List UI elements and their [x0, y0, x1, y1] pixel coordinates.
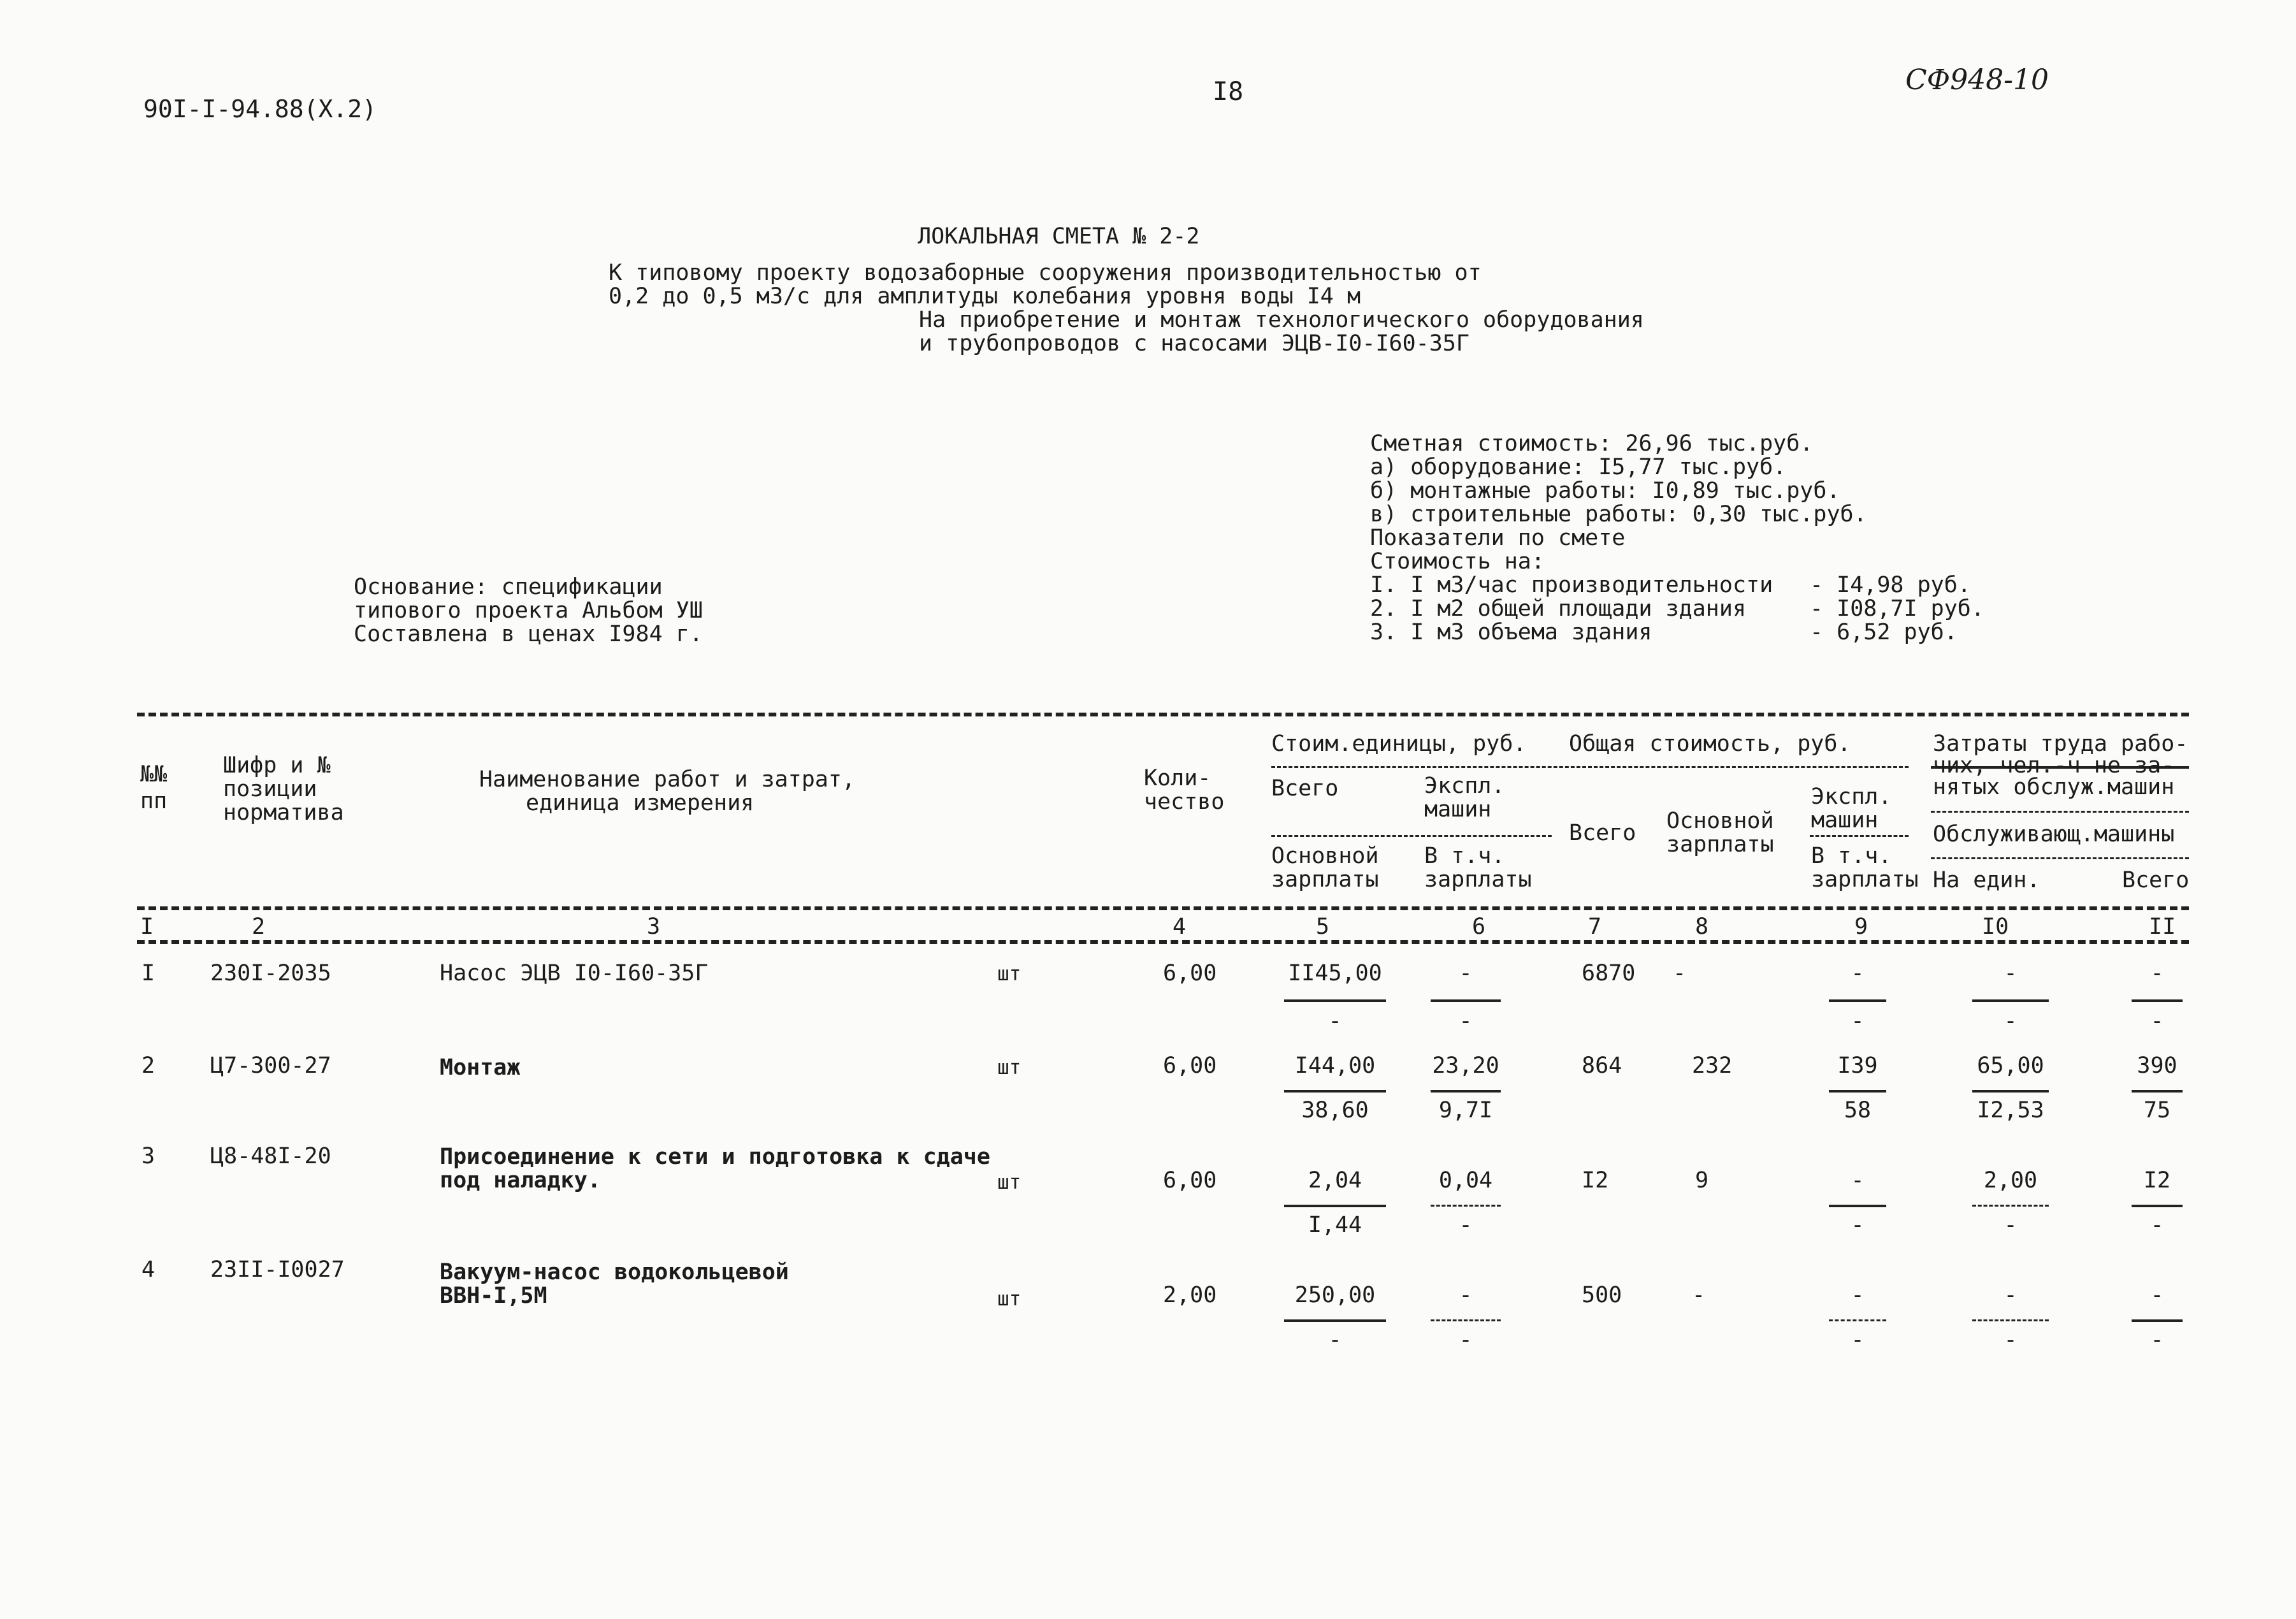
col-number-1: I — [140, 914, 154, 940]
indicator-1-value: - I4,98 руб. — [1810, 572, 1971, 598]
row1-c6-rule — [1431, 999, 1501, 1002]
total-all-head: Всего — [1569, 820, 1636, 846]
serving-split-rule — [1931, 857, 2189, 859]
row1-unit-expl: - — [1459, 961, 1473, 986]
col-number-11: II — [2149, 914, 2176, 940]
row1-labor-unit-serv: - — [2004, 1008, 2018, 1034]
row4-c9-rule — [1829, 1319, 1886, 1321]
row3-total-expl: - — [1851, 1168, 1865, 1193]
col-number-2: 2 — [252, 914, 266, 940]
expl-split-rule — [1810, 835, 1909, 837]
title-subject-line2: 0,2 до 0,5 м3/с для амплитуды колебания уровня воды I4 м — [609, 284, 1361, 309]
row4-name-line1: Вакуум-насос водокольцевой — [440, 1260, 789, 1285]
row2-c10-rule — [1972, 1090, 2049, 1093]
row2-unit-wage: 38,60 — [1301, 1098, 1369, 1123]
incl-wage-head1: В т.ч. — [1424, 843, 1505, 869]
col-qty-head1: Коли- — [1144, 766, 1211, 791]
row4-labor-unit-serv: - — [2004, 1327, 2018, 1353]
col-num-head: №№ — [140, 762, 168, 787]
basis-line2: типового проекта Альбом УШ — [354, 598, 703, 623]
row2-num: 2 — [141, 1053, 155, 1078]
installation-cost: б) монтажные работы: I0,89 тыс.руб. — [1370, 478, 1840, 504]
row3-code: Ц8-48I-20 — [210, 1143, 331, 1169]
row4-c10-rule — [1972, 1319, 2049, 1321]
row3-c6-rule — [1431, 1205, 1501, 1207]
row2-unit-expl-wage: 9,7I — [1438, 1098, 1493, 1123]
total-base-head2: зарплаты — [1666, 832, 1774, 857]
col-number-7: 7 — [1588, 914, 1602, 940]
row3-labor-unit: 2,00 — [1983, 1168, 2038, 1193]
cost-per-heading: Стоимость на: — [1370, 549, 1545, 574]
total-base-head1: Основной — [1666, 808, 1774, 834]
row3-qty: 6,00 — [1163, 1168, 1217, 1193]
row4-unit-total: 250,00 — [1294, 1282, 1376, 1308]
estimate-title: ЛОКАЛЬНАЯ СМЕТА № 2-2 — [918, 224, 1200, 249]
row3-unit-expl: 0,04 — [1438, 1168, 1493, 1193]
row2-c9-rule — [1829, 1090, 1886, 1093]
row1-total-expl: - — [1851, 961, 1865, 986]
row2-name: Монтаж — [440, 1055, 521, 1080]
row2-c5-rule — [1284, 1090, 1386, 1093]
row1-labor-total: - — [2150, 961, 2164, 986]
indicators-heading: Показатели по смете — [1370, 525, 1626, 551]
col-number-5: 5 — [1316, 914, 1330, 940]
row2-total: 864 — [1582, 1053, 1622, 1078]
row4-total-wage: - — [1692, 1282, 1706, 1308]
row2-unit: шт — [997, 1056, 1022, 1079]
row3-unit-wage: I,44 — [1308, 1212, 1362, 1238]
row4-labor-total-serv: - — [2150, 1327, 2164, 1353]
row4-total-expl: - — [1851, 1282, 1865, 1308]
row4-unit-wage: - — [1328, 1327, 1342, 1353]
row3-total: I2 — [1582, 1168, 1609, 1193]
row2-qty: 6,00 — [1163, 1053, 1217, 1078]
row2-c11-rule — [2132, 1090, 2183, 1093]
indicator-2-label: 2. I м2 общей площади здания — [1370, 596, 1747, 621]
row3-c5-rule — [1284, 1205, 1386, 1207]
row3-labor-total-serv: - — [2150, 1212, 2164, 1238]
unit-cost-head: Стоим.единицы, руб. — [1271, 731, 1527, 757]
row3-total-expl-wage: - — [1851, 1212, 1865, 1238]
row3-unit-expl-wage: - — [1459, 1212, 1473, 1238]
title-subject-line1: К типовому проекту водозаборные сооружения производительностью от — [609, 260, 1482, 286]
row3-labor-total: I2 — [2143, 1168, 2171, 1193]
total-expl-head1: Экспл. — [1811, 784, 1892, 810]
indicator-2-value: - I08,7I руб. — [1810, 596, 1984, 621]
row1-unit-expl-wage: - — [1459, 1008, 1473, 1034]
row4-total-expl-wage: - — [1851, 1327, 1865, 1353]
row2-labor-total-serv: 75 — [2143, 1098, 2171, 1123]
row4-unit: шт — [997, 1288, 1022, 1310]
row3-c9-rule — [1829, 1205, 1886, 1207]
row2-total-wage: 232 — [1692, 1053, 1733, 1078]
equipment-cost: а) оборудование: I5,77 тыс.руб. — [1370, 454, 1787, 480]
row4-num: 4 — [141, 1257, 155, 1282]
row1-num: I — [141, 961, 155, 986]
row2-labor-unit: 65,00 — [1977, 1053, 2044, 1078]
col-number-9: 9 — [1854, 914, 1868, 940]
row3-total-wage: 9 — [1695, 1168, 1709, 1193]
row4-c11-rule — [2132, 1319, 2183, 1322]
row4-qty: 2,00 — [1163, 1282, 1217, 1308]
row1-total-expl-wage: - — [1851, 1008, 1865, 1034]
row1-c10-rule — [1972, 999, 2049, 1002]
row1-labor-total-serv: - — [2150, 1008, 2164, 1034]
col-number-6: 6 — [1472, 914, 1486, 940]
row1-c5-rule — [1284, 999, 1386, 1002]
col-name-head1: Наименование работ и затрат, — [479, 767, 856, 792]
col-qty-head2: чество — [1144, 789, 1225, 815]
col-name-head2: единица измерения — [526, 790, 755, 816]
row2-unit-total: I44,00 — [1294, 1053, 1376, 1078]
col-number-3: 3 — [647, 914, 661, 940]
row3-num: 3 — [141, 1143, 155, 1169]
row4-labor-total: - — [2150, 1282, 2164, 1308]
row3-unit-total: 2,04 — [1308, 1168, 1362, 1193]
row3-c11-rule — [2132, 1205, 2183, 1207]
row4-name-line2: ВВН-I,5М — [440, 1283, 547, 1309]
row3-labor-unit-serv: - — [2004, 1212, 2018, 1238]
row3-name-line2: под наладку. — [440, 1168, 601, 1193]
header-bottom-rule — [137, 906, 2189, 910]
row4-code: 23II-I0027 — [210, 1257, 345, 1282]
row2-c6-rule — [1431, 1090, 1501, 1093]
title-subject-line4: и трубопроводов с насосами ЭЦВ-I0-I60-35Г — [919, 331, 1469, 356]
title-subject-line3: На приобретение и монтаж технологического оборудования — [919, 307, 1644, 333]
col-number-8: 8 — [1695, 914, 1709, 940]
row1-qty: 6,00 — [1163, 961, 1217, 986]
row2-unit-expl: 23,20 — [1432, 1053, 1499, 1078]
row1-c11-rule — [2132, 999, 2183, 1002]
base-wage-head1: Основной — [1271, 843, 1379, 869]
row1-labor-unit: - — [2004, 961, 2018, 986]
row2-total-expl: I39 — [1837, 1053, 1878, 1078]
row4-unit-expl-wage: - — [1459, 1327, 1473, 1353]
col-number-4: 4 — [1173, 914, 1187, 940]
row4-c6-rule — [1431, 1319, 1501, 1321]
col-code-head3: норматива — [223, 800, 344, 825]
unit-expl-head1: Экспл. — [1424, 773, 1505, 799]
serving-head: Обслуживающ.машины — [1933, 822, 2175, 847]
indicator-3-label: 3. I м3 объема здания — [1370, 620, 1652, 645]
album-mark: СФ948-10 — [1905, 64, 2049, 96]
labor-head3: нятых обслуж.машин — [1933, 774, 2175, 800]
unit-split-rule — [1271, 835, 1552, 837]
row2-code: Ц7-300-27 — [210, 1053, 331, 1078]
row1-total-wage: - — [1673, 961, 1687, 986]
row4-c5-rule — [1284, 1319, 1386, 1322]
page-number: I8 — [1213, 77, 1244, 106]
row2-labor-total: 390 — [2137, 1053, 2177, 1078]
construction-cost: в) строительные работы: 0,30 тыс.руб. — [1370, 502, 1867, 527]
row1-code: 230I-2035 — [210, 961, 331, 986]
unit-expl-head2: машин — [1424, 797, 1492, 822]
basis-line3: Составлена в ценах I984 г. — [354, 621, 703, 647]
col-code-head2: позиции — [223, 776, 317, 802]
total-cost: Сметная стоимость: 26,96 тыс.руб. — [1370, 431, 1814, 456]
total-incl-head2: зарплаты — [1811, 867, 1919, 892]
per-unit-head: На един. — [1933, 868, 2040, 893]
row1-unit-total: II45,00 — [1288, 961, 1382, 986]
total-cost-head: Общая стоимость, руб. — [1569, 731, 1851, 757]
base-wage-head2: зарплаты — [1271, 867, 1379, 892]
incl-wage-head2: зарплаты — [1424, 867, 1532, 892]
indicator-1-label: I. I м3/час производительности — [1370, 572, 1773, 598]
row3-unit: шт — [997, 1171, 1022, 1194]
total-incl-head1: В т.ч. — [1811, 843, 1892, 869]
unit-all-head: Всего — [1271, 776, 1339, 801]
row4-total: 500 — [1582, 1282, 1622, 1308]
col-number-10: I0 — [1982, 914, 2009, 940]
row1-unit: шт — [997, 962, 1022, 985]
col-num-head2: пп — [140, 788, 168, 814]
document-code: 90I-I-94.88(X.2) — [143, 95, 377, 123]
row4-labor-unit: - — [2004, 1282, 2018, 1308]
cost-group-rule — [1271, 766, 1909, 768]
labor-total-head: Всего — [2122, 868, 2190, 893]
row4-unit-expl: - — [1459, 1282, 1473, 1308]
row1-name: Насос ЭЦВ I0-I60-35Г — [440, 961, 709, 986]
labor-split-rule — [1931, 811, 2189, 813]
total-expl-head2: машин — [1811, 808, 1879, 833]
row1-total: 6870 — [1582, 961, 1636, 986]
col-numbers-rule — [137, 940, 2189, 944]
row3-name-line1: Присоединение к сети и подготовка к сдаче — [440, 1144, 990, 1170]
col-code-head1: Шифр и № — [223, 753, 331, 778]
table-top-rule — [137, 713, 2189, 716]
row1-c9-rule — [1829, 999, 1886, 1002]
labor-head1: Затраты труда рабо- — [1933, 731, 2188, 757]
basis-line1: Основание: спецификации — [354, 574, 663, 600]
row3-c10-rule — [1972, 1205, 2049, 1207]
row2-labor-unit-serv: I2,53 — [1977, 1098, 2044, 1123]
row1-unit-wage: - — [1328, 1008, 1342, 1034]
indicator-3-value: - 6,52 руб. — [1810, 620, 1958, 645]
labor-head2: чих, чел.-ч не за- — [1933, 753, 2175, 778]
row2-total-expl-wage: 58 — [1844, 1098, 1872, 1123]
